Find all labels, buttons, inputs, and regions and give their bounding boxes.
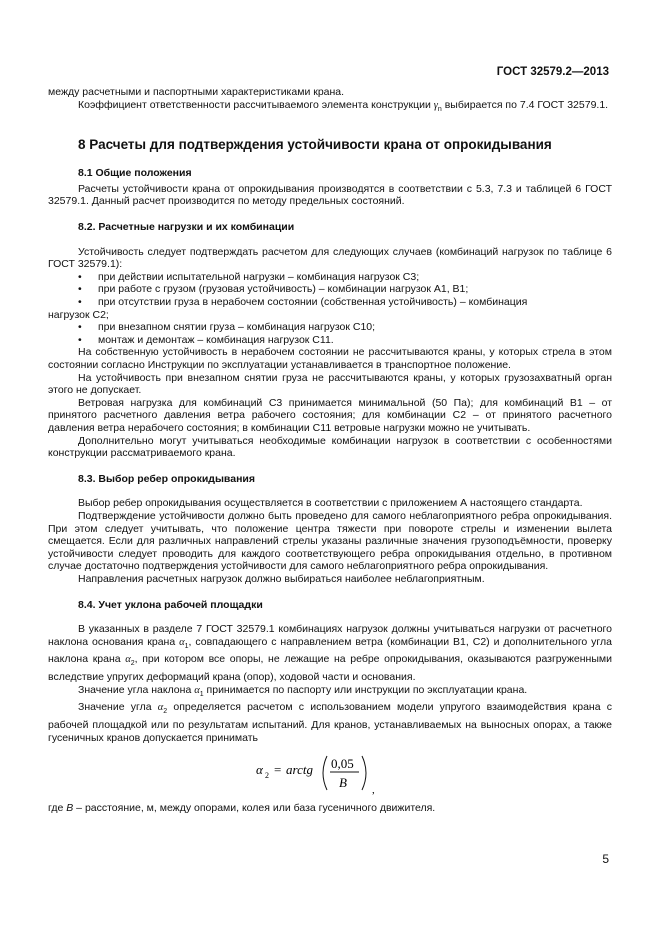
bullet-text: при внезапном снятии груза – комбинация нагрузок С10;: [98, 321, 376, 334]
section-8-2-paragraph-4: Ветровая нагрузка для комбинаций С3 принимается минимальной (50 Па); для комбинаций В1 – от принятого расчетного давления ветра рабочего состояния; для комбинации С2 – от принятого расчетного давления ветра нерабочего состояния; в комбинации С11 ветровые нагрузки можно не учитывать.: [48, 396, 612, 434]
formula: [256, 752, 612, 796]
formula-lhs-subscript: 2: [265, 771, 269, 781]
text-run: определяется расчетом с использованием модели упругого взаимодействия крана с рабочей площадкой или по результатам испытаний. Для кранов, устанавливаемых на выносных опорах, а также гусеничных кранов допускается принимать: [48, 701, 612, 744]
intro-text-b: выбирается по 7.4 ГОСТ 32579.1.: [441, 98, 609, 111]
variable-b: B: [66, 802, 74, 815]
text-run: , при котором все опоры, не лежащие на ребре опрокидывания, оказываются разгруженными вследствие упругих деформаций крана (опор), ходовой части и основания.: [48, 653, 612, 684]
section-8-2-paragraph-5: Дополнительно могут учитываться необходимые комбинации нагрузок в соответствии с особенностями конструкции рассматриваемого крана.: [48, 434, 612, 460]
section-8-2-paragraph-2: На собственную устойчивость в нерабочем состоянии не рассчитываются краны, у которых стрела в этом состоянии согласно Инструкции по эксплуатации устанавливается в транспортное положение.: [48, 346, 612, 371]
intro-paragraph-2: [48, 99, 612, 117]
alpha-symbol: α: [125, 654, 131, 666]
section-8-1-paragraph: Расчеты устойчивости крана от опрокидывания производятся в соответствии с 5.3, 7.3 и таблицей 6 ГОСТ 32579.1. Данный расчет производится по методу предельных состояний.: [48, 182, 612, 208]
list-item: [48, 296, 612, 309]
alpha-subscript: 2: [130, 660, 135, 668]
alpha-symbol: α: [157, 702, 164, 714]
section-8-3-paragraph-1: Выбор ребер опрокидывания осуществляется в соответствии с приложением А настоящего стандарта.: [78, 497, 583, 510]
formula-graphic: [256, 752, 406, 796]
section-8-2-paragraph-3: На устойчивость при внезапном снятии груза не рассчитываются краны, у которых грузозахватный орган этого не допускает.: [48, 371, 612, 397]
section-8-4-paragraph-2: [48, 684, 612, 702]
text-run: принимается по паспорту или инструкции по эксплуатации крана.: [203, 683, 528, 696]
bullet-text: при работе с грузом (грузовая устойчивость) – комбинации нагрузок А1, В1;: [98, 283, 469, 296]
gamma-symbol: γ: [433, 99, 438, 111]
intro-paragraph-1: между расчетными и паспортными характеристиками крана.: [48, 86, 345, 98]
formula-equals: =: [274, 762, 282, 778]
section-8-4-heading: 8.4. Учет уклона рабочей площадки: [78, 598, 263, 611]
page-number: 5: [602, 852, 609, 866]
formula-comma: ,: [372, 784, 375, 797]
right-paren: [362, 756, 366, 790]
formula-numerator: 0,05: [331, 756, 354, 772]
list-item: [48, 334, 612, 347]
text-run: где: [48, 802, 67, 815]
page-content: [48, 86, 612, 815]
list-item: [48, 283, 612, 296]
section-8-2-intro: Устойчивость следует подтверждать расчетом для следующих случаев (комбинаций нагрузок по таблице 6 ГОСТ 32579.1):: [48, 245, 612, 271]
alpha-subscript: 1: [184, 642, 189, 650]
alpha-symbol: α: [194, 684, 200, 696]
bullet-text: при отсутствии груза в нерабочем состоянии (собственная устойчивость) – комбинация: [98, 296, 528, 309]
section-8-3-paragraph-2: Подтверждение устойчивости должно быть проведено для самого неблагоприятного ребра опрокидывания. При этом следует учитывать, что положение центра тяжести при повороте стрелы и изменении вылета смещается. Если для различных направлений стрелы указаны различные значения грузоподъёмности, проверку устойчивости следует проводить для каждого соответствующего ребра опрокидывания отдельно, в противном случае достаточно подтверждения устойчивости для самого неблагоприятного ребра опрокидывания.: [48, 509, 612, 573]
section-8-3-paragraph-3: Направления расчетных нагрузок должно выбираться наиболее неблагоприятным.: [78, 572, 485, 585]
document-code-header: ГОСТ 32579.2—2013: [496, 66, 609, 78]
formula-lhs: α: [256, 762, 263, 778]
bullet-icon: •: [78, 333, 82, 346]
formula-denominator: B: [339, 775, 347, 791]
list-item: [48, 321, 612, 334]
bullet-icon: •: [78, 321, 82, 334]
section-8-3-heading: 8.3. Выбор ребер опрокидывания: [78, 472, 255, 485]
left-paren: [323, 756, 327, 790]
bullet-text: монтаж и демонтаж – комбинация нагрузок С11.: [98, 333, 334, 346]
section-8-1-heading: 8.1 Общие положения: [78, 167, 192, 180]
section-8-4-paragraph-1: [48, 623, 612, 684]
section-8-title: 8 Расчеты для подтверждения устойчивости крана от опрокидывания: [78, 137, 552, 153]
alpha-symbol: α: [179, 636, 185, 648]
bullet-icon: •: [78, 296, 82, 309]
formula-function: arctg: [286, 762, 313, 778]
text-run: В указанных в разделе 7 ГОСТ 32579.1 комбинациях нагрузок должны учитываться нагрузки от расчетного наклона основания крана: [48, 623, 612, 648]
bullet-icon: •: [78, 270, 82, 283]
where-clause: [48, 802, 612, 815]
alpha-subscript: 2: [163, 708, 168, 716]
bullet-continuation: нагрузок С2;: [48, 308, 109, 321]
text-run: Значение угла наклона: [78, 683, 195, 696]
bullet-icon: •: [78, 283, 82, 296]
alpha-subscript: 1: [199, 690, 204, 698]
section-8-4-paragraph-3: [48, 701, 612, 744]
gamma-subscript: n: [437, 105, 442, 113]
text-run: Значение угла: [78, 701, 158, 714]
section-8-2-heading: 8.2. Расчетные нагрузки и их комбинации: [78, 221, 295, 234]
text-run: , совпадающего с направлением ветра (комбинации В1, С2) и дополнительного угла наклона крана: [48, 635, 612, 666]
intro-text-a: Коэффициент ответственности рассчитываемого элемента конструкции: [78, 98, 434, 111]
text-run: – расстояние, м, между опорами, колея или база гусеничного движителя.: [73, 802, 436, 815]
bullet-text: при действии испытательной нагрузки – комбинация нагрузок С3;: [98, 270, 420, 283]
list-item: [48, 271, 612, 284]
